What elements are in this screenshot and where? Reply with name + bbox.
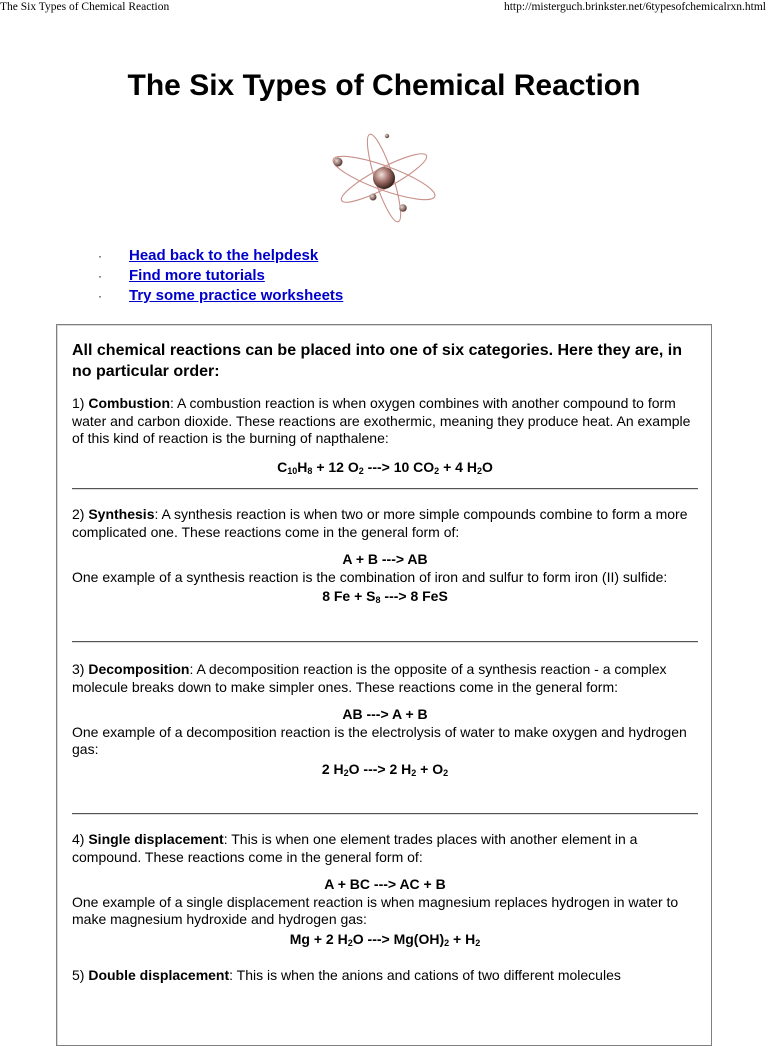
main-content [72, 340, 698, 985]
decomposition-general-form: AB ---> A + B [342, 706, 428, 722]
single-displacement-general-form: A + BC ---> AC + B [324, 876, 446, 892]
single-displacement-description: 4) Single displacement: This is when one element trades places with another element in a compound. These reactions come in the general form of: [72, 831, 638, 865]
synthesis-equation: 8 $Fe + S_8$ ---> 8 FeS [322, 588, 448, 605]
divider [72, 488, 698, 490]
combustion-term: Combustion [88, 395, 170, 411]
synthesis-section [72, 506, 698, 641]
list-item: · Head back to the helpdesk [98, 247, 319, 264]
double-displacement-description: 5) Double displacement: This is when the anions and cations of two different molecules [72, 967, 621, 983]
decomposition-example-text: One example of a decomposition reaction is the electrolysis of water to make oxygen and hydrogen gas: [72, 723, 687, 757]
decomposition-equation: 2 $H_2O$ ---> 2 $H_2 + O_2$ [321, 760, 449, 778]
combustion-description: 1) Combustion: A combustion reaction is when oxygen combines with another compound to form water and carbon dioxide. These reactions are exothermic, meaning they produce heat. An example of this kind of reaction is the burning of napthalene: [72, 395, 691, 446]
divider [72, 813, 698, 815]
decomposition-description: 3) Decomposition: A decomposition reaction is the opposite of a synthesis reaction - a complex molecule breaks down to make simpler ones. These reactions come in the general form: [72, 661, 667, 695]
synthesis-example-text: One example of a synthesis reaction is the combination of iron and sulfur to form iron (II) sulfide: [72, 568, 668, 585]
synthesis-term: Synthesis [88, 506, 155, 522]
intro-text: All chemical reactions can be placed into one of six categories. Here they are, in no particular order: [72, 342, 682, 380]
synthesis-description: 2) Synthesis: A synthesis reaction is when two or more simple compounds combine to form a more complicated one. These reactions come in the general form of: [72, 506, 688, 540]
decomposition-section [72, 661, 698, 813]
double-displacement-section [72, 967, 698, 985]
single-displacement-example-text: One example of a single displacement reaction is when magnesium replaces hydrogen in water to make magnesium hydroxide and hydrogen gas: [72, 893, 679, 927]
divider [72, 641, 698, 643]
list-item: · Try some practice worksheets [98, 287, 344, 304]
double-displacement-term: Double displacement [88, 967, 230, 983]
page-title: The Six Types of Chemical Reaction [127, 69, 641, 102]
navigation-links [98, 246, 343, 306]
list-item: · Find more tutorials [98, 267, 265, 284]
worksheets-link[interactable]: Try some practice worksheets [129, 287, 344, 304]
decomposition-term: Decomposition [88, 661, 190, 677]
combustion-equation: $C_{10}H_8 + 12$ $O_2$ ---> 10 $CO_2 + 4$ $H_2O$ [277, 458, 493, 476]
single-displacement-equation: Mg + 2 $H_2O$ ---> $Mg(OH)_2 + H_2$ [289, 930, 481, 948]
atom-icon [326, 128, 440, 224]
tutorials-link[interactable]: Find more tutorials [129, 267, 265, 284]
print-header-title: The Six Types of Chemical Reaction [0, 1, 170, 13]
helpdesk-link[interactable]: Head back to the helpdesk [129, 247, 319, 264]
single-displacement-section [72, 831, 698, 967]
synthesis-general-form: A + B ---> AB [342, 551, 428, 567]
combustion-section [72, 395, 698, 488]
single-displacement-term: Single displacement [88, 831, 224, 847]
print-header [0, 0, 768, 14]
print-header-url: http://misterguch.brinkster.net/6typesofchemicalrxn.html [503, 1, 766, 13]
